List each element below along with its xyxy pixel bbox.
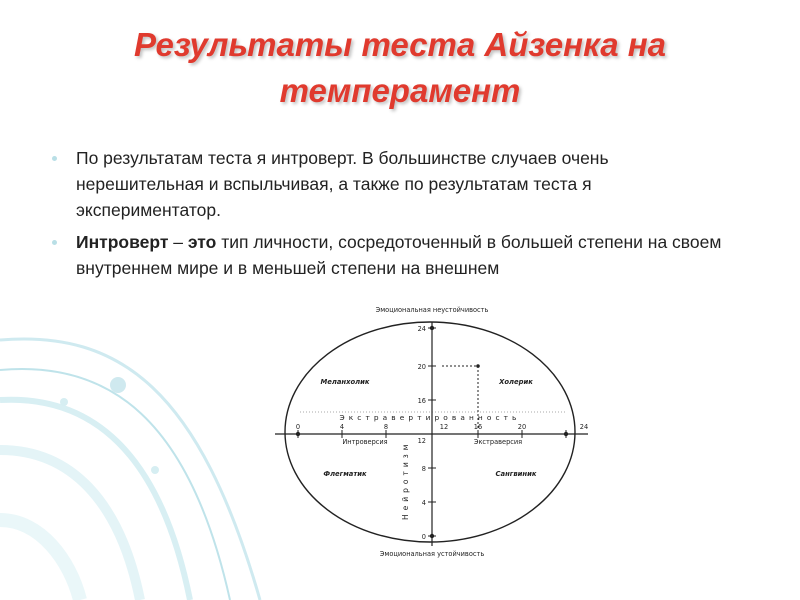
quadrant-melancholic: Меланхолик <box>320 378 370 386</box>
bullet-item-1 <box>52 145 732 223</box>
result-point <box>476 364 480 368</box>
quadrant-phlegmatic: Флегматик <box>323 470 367 478</box>
title-line-2: темперамент <box>279 72 521 109</box>
x-tick-label: 20 <box>517 423 527 431</box>
x-tick-label: 16 <box>473 423 483 431</box>
y-tick-label: 20 <box>417 363 426 371</box>
y-tick-label: 12 <box>417 437 426 445</box>
right-label: Экстраверсия <box>473 438 523 446</box>
quadrant-sanguine: Сангвиник <box>495 470 537 478</box>
y-tick-label: 16 <box>417 397 426 405</box>
x-tick-label: 0 <box>295 423 301 431</box>
quadrant-choleric: Холерик <box>499 378 533 386</box>
y-tick-label: 8 <box>421 465 426 473</box>
title-line-1: Результаты теста Айзенка на <box>133 26 667 63</box>
bullet-text-1: По результатам теста я интроверт. В большинстве случаев очень нерешительная и вспыльчивая, а также по результатам теста я экспериментатор. <box>76 148 609 220</box>
bullet-dot-icon <box>52 240 57 245</box>
bullet-item-2 <box>52 229 732 281</box>
eysenck-temperament-diagram <box>270 300 600 565</box>
page-title <box>40 22 760 114</box>
x-tick-label: 12 <box>439 423 449 431</box>
bullet-term: Интроверт <box>76 232 169 252</box>
extraversion-label: Экстравертированность <box>339 413 521 422</box>
bullet-dash: – <box>168 232 188 252</box>
y-tick-label: 24 <box>417 325 426 333</box>
bullet-term-2: это <box>187 232 217 252</box>
temperament-circle <box>285 322 575 542</box>
bottom-label: Эмоциональная устойчивость <box>379 550 485 558</box>
bullet-definition: тип личности, сосредоточенный в большей степени на своем внутреннем мире и в меньшей степени на внешнем <box>76 232 722 278</box>
x-tick-label: 24 <box>579 423 589 431</box>
y-tick-label: 0 <box>421 533 426 541</box>
bullet-list <box>52 145 732 287</box>
neuroticism-label: Нейротизм <box>401 440 410 520</box>
left-label: Интроверсия <box>342 438 388 446</box>
bullet-dot-icon <box>52 156 57 161</box>
top-label: Эмоциональная неустойчивость <box>375 306 489 314</box>
y-tick-label: 4 <box>421 499 426 507</box>
x-tick-label: 8 <box>383 423 389 431</box>
x-tick-label: 4 <box>339 423 345 431</box>
